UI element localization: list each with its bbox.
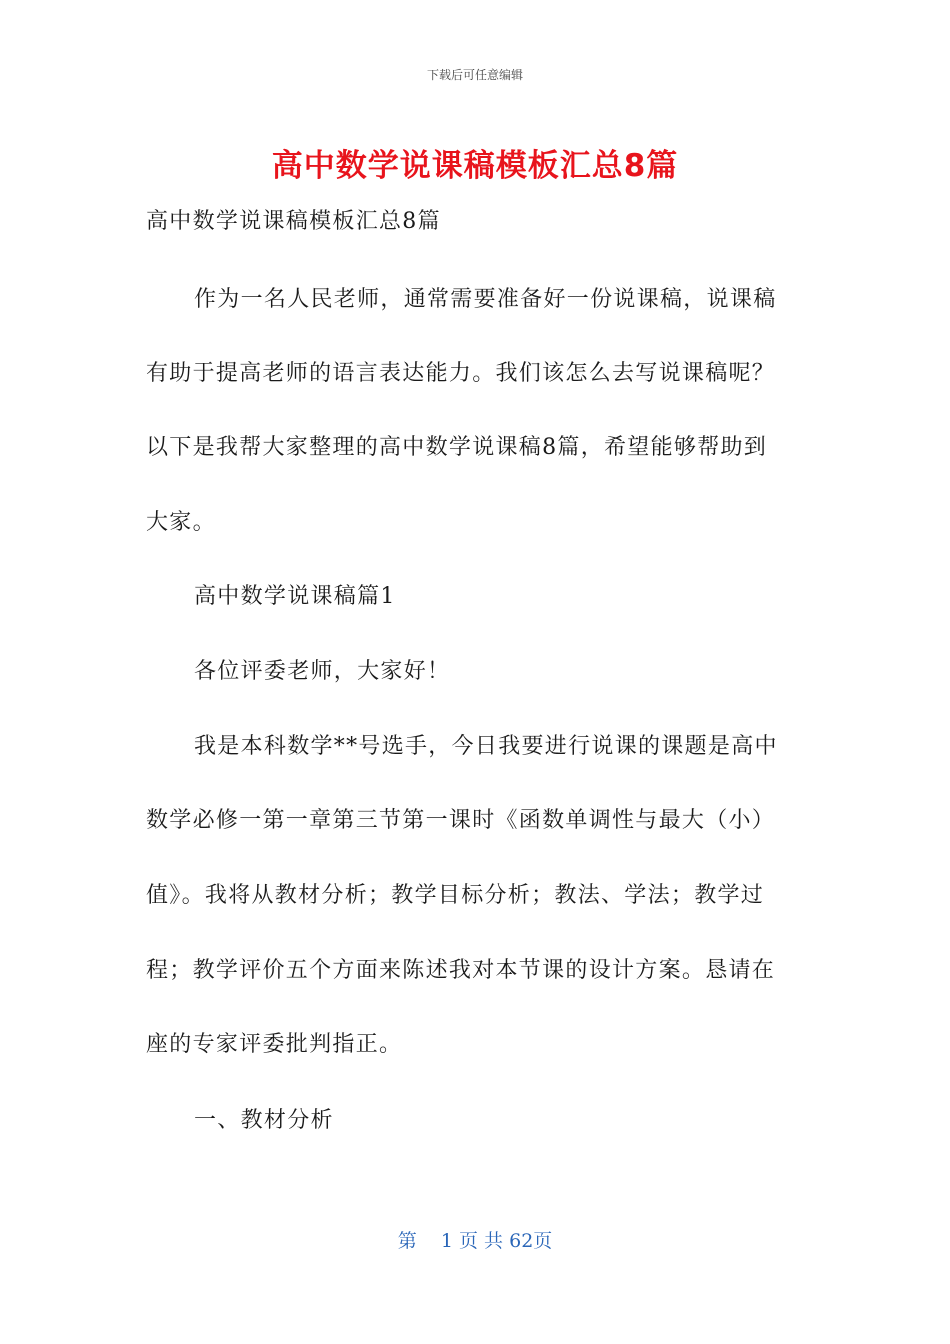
- paragraph-line: 以下是我帮大家整理的高中数学说课稿8篇，希望能够帮助到: [146, 435, 768, 460]
- paragraph-line: 座的专家评委批判指正。: [146, 1032, 403, 1057]
- section-heading: 高中数学说课稿篇1: [194, 584, 396, 609]
- paragraph-line: 程；教学评价五个方面来陈述我对本节课的设计方案。恳请在: [146, 958, 776, 983]
- current-page-number: 1: [440, 1230, 453, 1252]
- greeting-line: 各位评委老师，大家好！: [194, 659, 451, 684]
- header-note: 下载后可任意编辑: [426, 68, 523, 82]
- paragraph-line: 有助于提高老师的语言表达能力。我们该怎么去写说课稿呢？: [146, 361, 776, 386]
- footer-middle: 页 共: [459, 1230, 504, 1252]
- footer-prefix: 第: [397, 1230, 417, 1252]
- document-title: 高中数学说课稿模板汇总8篇: [271, 148, 679, 184]
- paragraph-line: 作为一名人民老师，通常需要准备好一份说课稿，说课稿: [194, 287, 777, 312]
- subtitle-line: 高中数学说课稿模板汇总8篇: [146, 209, 441, 234]
- page-footer: [0, 1226, 950, 1253]
- paragraph-line: 我是本科数学**号选手，今日我要进行说课的课题是高中: [194, 734, 778, 759]
- total-pages-number: 62: [509, 1230, 534, 1252]
- footer-suffix: 页: [533, 1230, 553, 1252]
- section-heading: 一、教材分析: [194, 1108, 334, 1133]
- paragraph-line: 值》。我将从教材分析；教学目标分析；教法、学法；教学过: [146, 883, 765, 908]
- paragraph-line: 数学必修一第一章第三节第一课时《函数单调性与最大（小）: [146, 808, 776, 833]
- paragraph-line: 大家。: [146, 510, 216, 535]
